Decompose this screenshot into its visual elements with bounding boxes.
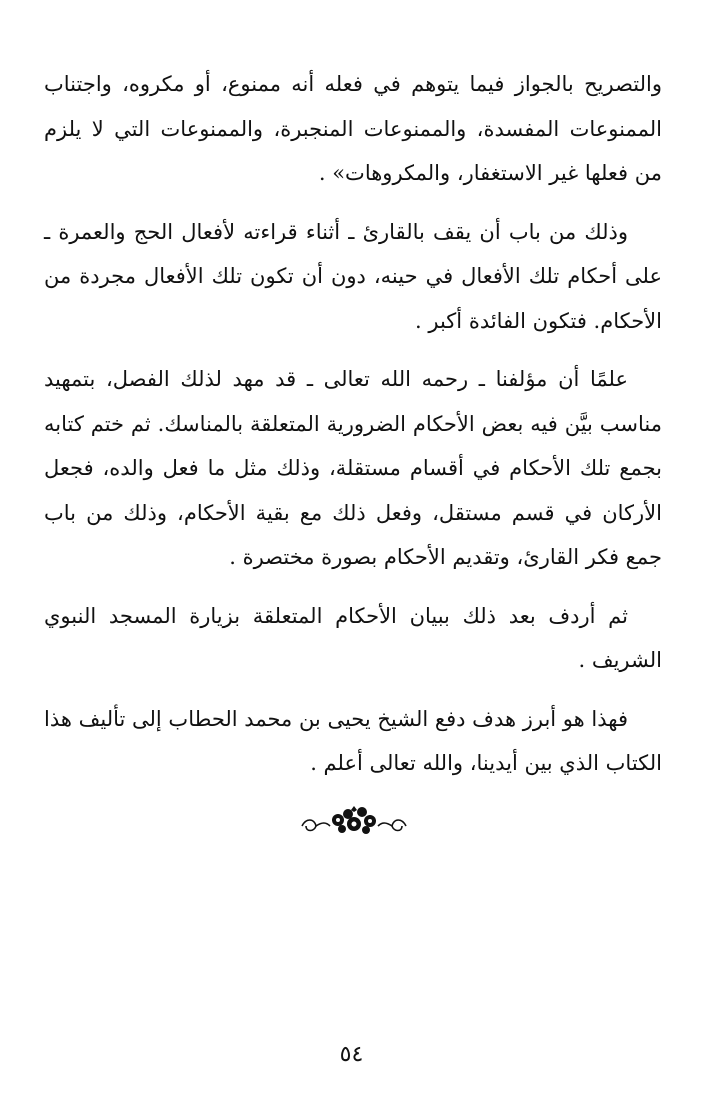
paragraph-4: ثم أردف بعد ذلك ببيان الأحكام المتعلقة بزيارة المسجد النبوي الشريف . — [44, 603, 662, 672]
body-text — [44, 62, 662, 800]
paragraph-5: فهذا هو أبرز هدف دفع الشيخ يحيى بن محمد الحطاب إلى تأليف هذا الكتاب الذي بين أيدينا، والله تعالى أعلم . — [44, 706, 662, 775]
page-number: ٥٤ — [339, 1042, 364, 1067]
floral-ornament-icon — [298, 800, 410, 840]
paragraph-1: والتصريح بالجواز فيما يتوهم في فعله أنه ممنوع، أو مكروه، واجتناب الممنوعات المفسدة، والممنوعات المنجبرة، والممنوعات التي لا يلزم من فعلها غير الاستغفار، والمكروهات» . — [44, 72, 662, 185]
paragraph-3: علمًا أن مؤلفنا ـ رحمه الله تعالى ـ قد مهد لذلك الفصل، بتمهيد مناسب بيَّن فيه بعض الأحكام الضرورية المتعلقة بالمناسك. ثم ختم كتابه بجمع تلك الأحكام في أقسام مستقلة، وذلك مثل ما فعل والده، فجعل الأركان في قسم مستقل، وفعل ذلك مع بقية الأحكام، وذلك من باب جمع فكر القارئ، وتقديم الأحكام بصورة مختصرة . — [44, 367, 662, 569]
paragraph-2: وذلك من باب أن يقف بالقارئ ـ أثناء قراءته لأفعال الحج والعمرة ـ على أحكام تلك الأفعال في حينه، دون أن تكون تلك الأفعال مجردة من الأحكام. فتكون الفائدة أكبر . — [44, 219, 662, 333]
